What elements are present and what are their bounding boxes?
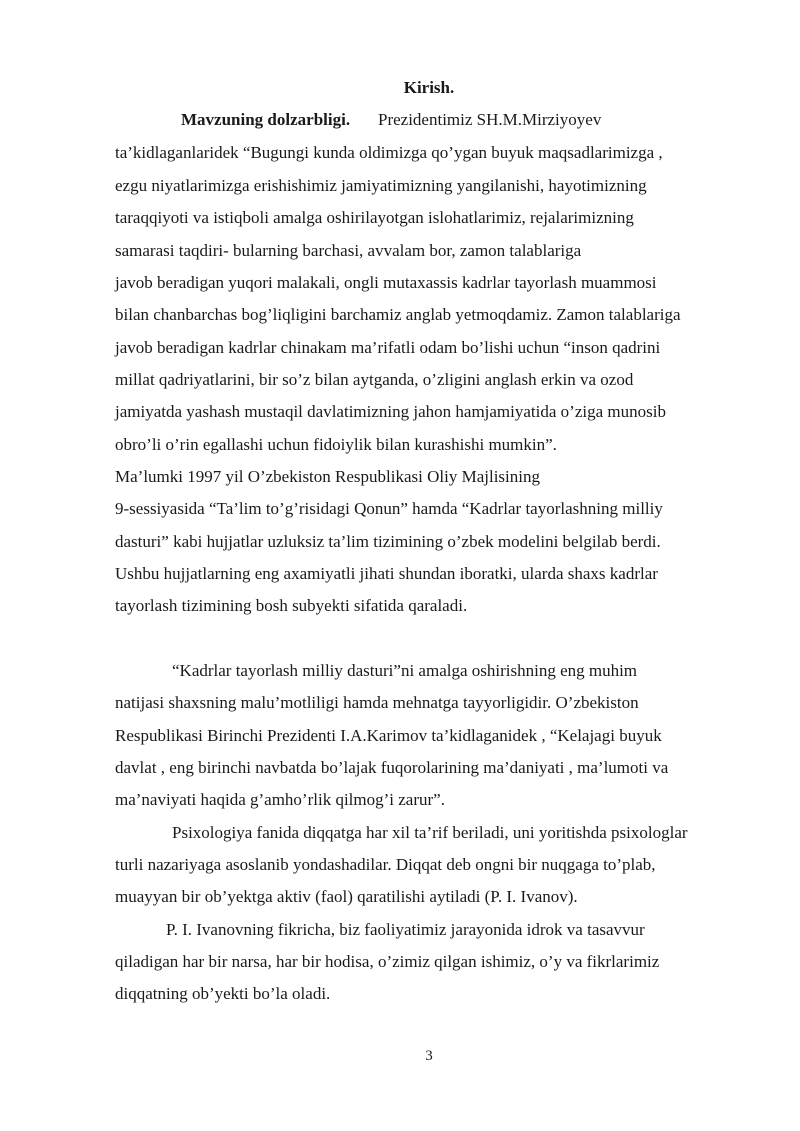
text-line: ma’naviyati haqida g’amho’rlik qilmog’i zarur”. [115, 790, 445, 809]
text-line: taraqqiyoti va istiqboli amalga oshirilayotgan islohatlarimiz, rejalarimizning [115, 208, 634, 227]
text-line: Respublikasi Birinchi Prezidenti I.A.Karimov ta’kidlaganidek , “Kelajagi buyuk [115, 726, 662, 745]
text-line: samarasi taqdiri- bularning barchasi, avvalam bor, zamon talablariga [115, 241, 582, 260]
text-line: Psixologiya fanida diqqatga har xil ta’rif beriladi, uni yoritishda psixologlar [172, 823, 688, 842]
text-line: qiladigan har bir narsa, har bir hodisa, o’zimiz qilgan ishimiz, o’y va fikrlarimiz [115, 952, 660, 971]
text-line: jamiyatda yashash mustaqil davlatimizning jahon hamjamiyatida o’ziga munosib [115, 402, 666, 421]
text-line: ta’kidlaganlaridek “Bugungi kunda oldimizga qo’ygan buyuk maqsadlarimizga , [115, 143, 663, 162]
text-line: dasturi” kabi hujjatlar uzluksiz ta’lim tizimining o’zbek modelini belgilab berdi. [115, 532, 661, 551]
text-line: P. I. Ivanovning fikricha, biz faoliyatimiz jarayonida idrok va tasavvur [166, 920, 645, 939]
text-line: 9-sessiyasida “Ta’lim to’g’risidagi Qonun” hamda “Kadrlar tayorlashning milliy [115, 499, 663, 518]
page-title: Kirish. [403, 78, 455, 97]
page-number: 3 [425, 1048, 433, 1064]
text-line: javob beradigan kadrlar chinakam ma’rifatli odam bo’lishi uchun “inson qadrini [115, 338, 661, 357]
text-line: Ushbu hujjatlarning eng axamiyatli jihati shundan iboratki, ularda shaxs kadrlar [115, 564, 658, 583]
text-line: Ma’lumki 1997 yil O’zbekiston Respublikasi Oliy Majlisining [115, 467, 540, 486]
text-line: natijasi shaxsning malu’motliligi hamda mehnatga tayyorligidir. O’zbekiston [115, 693, 639, 712]
text-line: obro’li o’rin egallashi uchun fidoiylik bilan kurashishi mumkin”. [115, 435, 557, 454]
section-heading: Mavzuning dolzarbligi. [181, 110, 351, 129]
text-line: ezgu niyatlarimizga erishishimiz jamiyatimizning yangilanishi, hayotimizning [115, 176, 647, 195]
text-line: muayyan bir ob’yektga aktiv (faol) qaratilishi aytiladi (P. I. Ivanov). [115, 887, 578, 906]
text-line: turli nazariyaga asoslanib yondashadilar. Diqqat deb ongni bir nuqgaga to’plab, [115, 855, 656, 874]
text-line: Prezidentimiz SH.M.Mirziyoyev [378, 110, 602, 129]
text-line: “Kadrlar tayorlash milliy dasturi”ni amalga oshirishning eng muhim [172, 661, 638, 680]
text-line: davlat , eng birinchi navbatda bo’lajak fuqorolarining ma’daniyati , ma’lumoti va [115, 758, 669, 777]
text-line: millat qadriyatlarini, bir so’z bilan aytganda, o’zligini anglash erkin va ozod [115, 370, 634, 389]
text-line: bilan chanbarchas bog’liqligini barchamiz anglab yetmoqdamiz. Zamon talablariga [115, 305, 681, 324]
text-line: javob beradigan yuqori malakali, ongli mutaxassis kadrlar tayorlash muammosi [115, 273, 657, 292]
text-line: tayorlash tizimining bosh subyekti sifatida qaraladi. [115, 596, 468, 615]
text-line: diqqatning ob’yekti bo’la oladi. [115, 984, 331, 1003]
